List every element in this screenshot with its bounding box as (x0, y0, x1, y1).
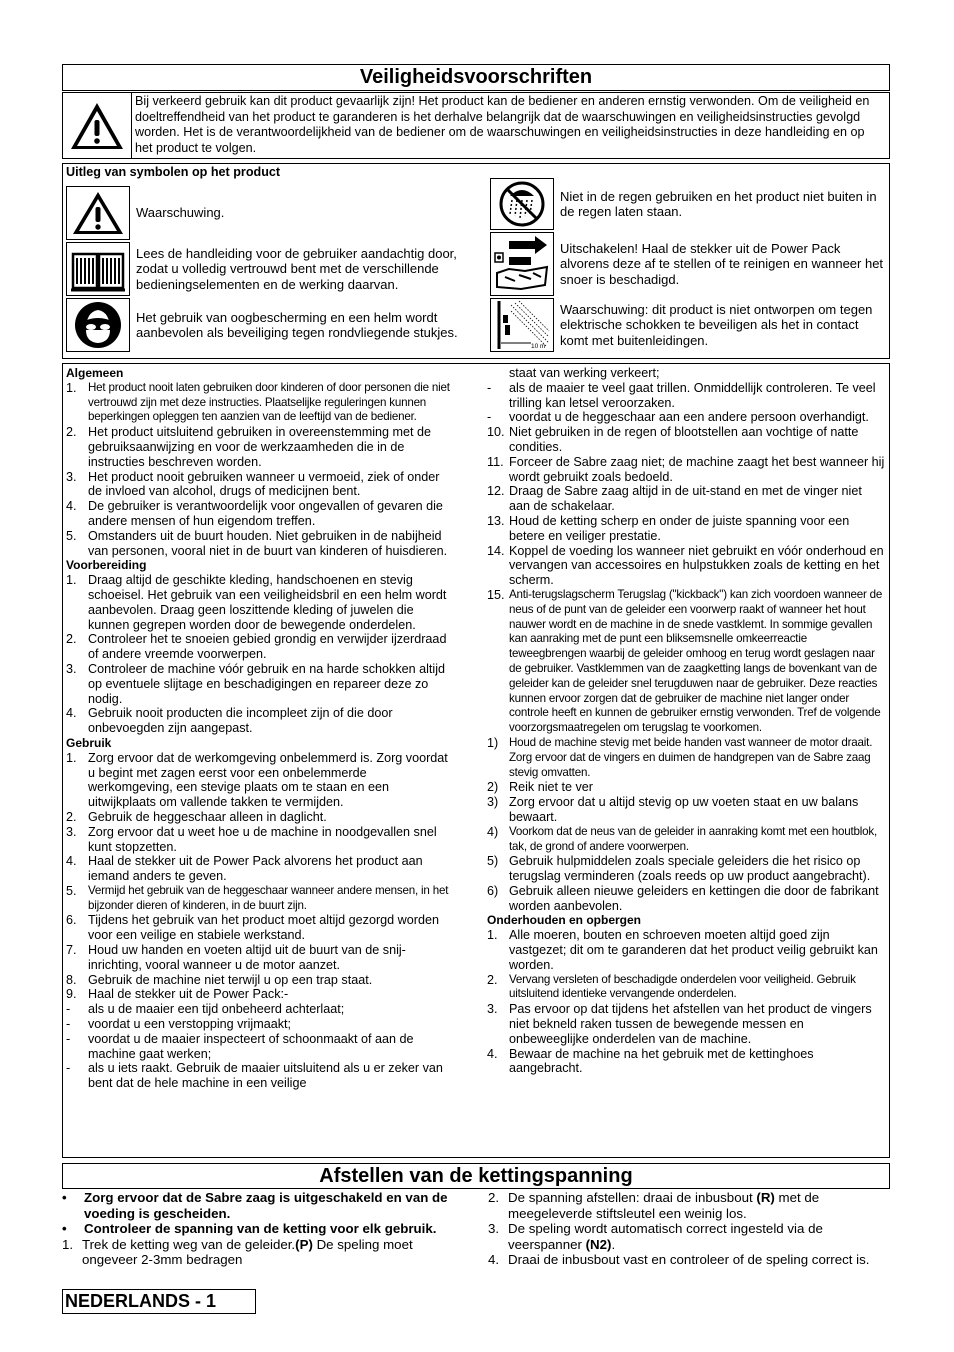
list-item-number: 1. (66, 380, 77, 395)
list-item-text: Pas ervoor op dat tijdens het afstellen van het product de vingers niet bekneld raken tussen de bewegende messen en onbeweeglijke onderdelen van de machine. (509, 1002, 872, 1046)
list-item-number: 13. (487, 513, 505, 528)
symbol-text-manual: Lees de handleiding voor de gebruiker aandachtig door, zodat u volledig vertrouwd bent met de verschillende bedieningselementen en de werking daarvan. (136, 245, 457, 292)
list-item-text: Niet gebruiken in de regen of blootstellen aan vochtige of natte condities. (509, 425, 859, 454)
list-item-number: - (487, 410, 492, 425)
symbol-row-no-rain (490, 178, 888, 230)
list-item-text: Draag altijd de geschikte kleding, handschoenen en stevig schoeisel. Het gebruik van een veiligheidsbril en een helm wordt aanbevolen. Draag geen loszittende kleding of juwelen die kunnen gegrepen worden door de bewegende onderdelen. (88, 573, 447, 632)
list-item-text: Controleer de spanning van de ketting voor elk gebruik. (84, 1221, 437, 1236)
symbols-heading: Uitleg van symbolen op het product (66, 165, 281, 179)
list-item (66, 706, 454, 736)
list-item (66, 1032, 454, 1062)
list-item (66, 381, 454, 425)
list-item-text: Anti-terugslagscherm Terugslag ("kickback") kan zich voordoen wanneer de neus of de punt van de geleider een voorwerp raakt of wanneer het hout nauwer wordt en de machine in de snede vastklemt. In sommige gevallen kan aanraking met de punt een bliksemsnelle omkeerreactie teweegbrengen waarbij de geleider omhoog en terug wordt geslagen naar de gebruiker. Vastklemmen van de zaagketting langs de bovenkant van de geleider kan de geleider snel terugduwen naar de gebruiker. Deze reacties kunnen ervoor zorgen dat de gebruiker de machine niet langer onder controle heeft en kunnen de gebruiker ernstig verwonden. Tref de volgende voorzorgsmaatregelen om terugslag te voorkomen. (509, 587, 883, 735)
list-item-number: 1. (62, 1236, 74, 1252)
list-item-text: Controleer het te snoeien gebied grondig en verwijder ijzerdraad of andere vreemde voorwerpen. (88, 632, 447, 662)
list-item-number: 4. (66, 499, 77, 514)
list-item (487, 1047, 885, 1077)
list-item (487, 780, 885, 795)
list-item-text: Gebruik de heggeschaar alleen in daglicht. (88, 809, 327, 824)
list-item (62, 1190, 452, 1221)
list-item-reference: (N2) (585, 1236, 612, 1252)
list-item-number: 11. (487, 454, 504, 469)
list-item-text-part: De speling wordt automatisch correct ingesteld via de veerspanner (508, 1221, 823, 1252)
list-item-number: • (62, 1221, 67, 1236)
list-item-text: Haal de stekker uit de Power Pack alvorens het product aan iemand anders te geven. (88, 854, 423, 884)
list-item (66, 884, 454, 914)
list-item-number: 1) (487, 735, 499, 750)
list-item (66, 913, 454, 943)
list-item (487, 736, 885, 780)
list-item (487, 425, 885, 455)
list-item-text: voordat u de maaier inspecteert of schoonmaakt of aan de machine gaat werken; (88, 1031, 414, 1061)
list-item-number: 6. (66, 913, 77, 928)
list-item-number: 3. (487, 1002, 498, 1017)
list-item-text: Controleer de machine vóór gebruik en na harde schokken altijd op eventuele slijtage en beschadigingen en repareer deze zo nodig. (88, 661, 446, 706)
list-item-number: - (66, 1031, 71, 1046)
page-footer-label: NEDERLANDS - 1 (62, 1289, 256, 1314)
list-item (66, 499, 454, 529)
symbol-row-warning (66, 186, 466, 240)
list-item-text: Zorg ervoor dat u altijd stevig op uw voeten staat en uw balans bewaart. (509, 795, 859, 824)
list-item (488, 1190, 888, 1221)
symbol-row-unplug (490, 232, 888, 296)
list-item-text-part: met de meegeleverde stiftsleutel een weinig los. (508, 1190, 820, 1221)
list-item-text: Gebruik nooit producten die incompleet zijn of die door onbevoegden zijn aangepast. (88, 706, 393, 736)
no-rain-icon (490, 178, 554, 230)
list-item (66, 1017, 454, 1032)
symbol-text-eye-protection: Het gebruik van oogbescherming en een helm wordt aanbevolen als beveiliging tegen rondvliegende stukjes. (136, 309, 458, 340)
list-item (487, 484, 885, 514)
list-item-number: 3. (488, 1221, 500, 1236)
list-item (487, 1002, 885, 1046)
list-item-text: Zorg ervoor dat de Sabre zaag is uitgeschakeld en van de voeding is gescheiden. (84, 1190, 448, 1221)
list-item-text: Omstanders uit de buurt houden. Niet gebruiken in de nabijheid van personen, vooral niet in de buurt van kinderen of huisdieren. (88, 528, 448, 558)
list-item-number: 15. (487, 587, 505, 602)
list-item-text: Houd de machine stevig met beide handen vast wanneer de motor draait. Zorg ervoor dat de vingers en duimen de handgrepen van de Sabre zaag stevig omvatten. (509, 735, 873, 779)
intro-text: Bij verkeerd gebruik kan dit product gevaarlijk zijn! Het product kan de bediener en anderen ernstig verwonden. Om de veiligheid en doeltreffendheid van het product te garanderen is het derhalve belangrijk dat de waarschuwingen en veiligheidsinstructies gevolgd worden. Het is de verantwoordelijkheid van de bediener om de waarschuwingen en veiligheidsinstructies in deze handleiding en op het product te volgen. (135, 94, 870, 155)
list-item (487, 854, 885, 884)
list-item (66, 662, 454, 706)
manual-book-icon (66, 242, 130, 296)
list-item (487, 514, 885, 544)
list-item-number: 4. (487, 1046, 498, 1061)
list-item (66, 751, 454, 810)
list-subheading: Onderhouden en opbergen (487, 913, 642, 928)
list-item-text: staat van werking verkeert; (509, 366, 660, 380)
list-subheading: Gebruik (66, 735, 112, 750)
list-item-text-part: Draai de inbusbout vast en controleer of de speling correct is. (508, 1252, 870, 1267)
list-item (66, 943, 454, 973)
list-item (66, 810, 454, 825)
list-subheading: Voorbereiding (66, 558, 147, 573)
power-line-distance-icon (490, 298, 554, 352)
list-item (487, 366, 885, 381)
list-item-number: 9. (66, 987, 77, 1002)
list-item-text-part: Trek de ketting weg van de geleider. (82, 1236, 296, 1252)
list-item (66, 973, 454, 988)
list-item-number: 2. (488, 1190, 500, 1205)
list-item-text: Gebruik hulpmiddelen zoals speciale geleiders die het risico op terugslag verminderen (zoals reeds op uw product aangebracht). (509, 854, 871, 884)
list-item-text: Draag de Sabre zaag altijd in de uit-stand en met de vinger niet aan de schakelaar. (509, 484, 862, 514)
list-item (487, 825, 885, 855)
list-item (62, 1237, 452, 1268)
list-subheading: Algemeen (66, 366, 124, 380)
list-item (66, 529, 454, 559)
symbols-box (62, 163, 890, 359)
list-item-number: 3. (66, 469, 77, 484)
intro-warning-box (62, 92, 890, 159)
list-item-text-part: De spanning afstellen: draai de inbusbout (508, 1190, 757, 1205)
list-item-number: 10. (487, 425, 505, 440)
list-item (487, 455, 885, 485)
list-item (66, 425, 454, 469)
rules-box (62, 363, 890, 1158)
intro-warning-icon-cell (63, 93, 132, 158)
list-item (488, 1252, 888, 1268)
list-item (487, 381, 885, 411)
list-item-reference: (R) (756, 1190, 775, 1205)
list-item (487, 544, 885, 588)
list-item-text-part: De speling moet ongeveer 2-3mm bedragen (82, 1236, 413, 1267)
list-item-number: 1. (487, 928, 498, 943)
list-item-text: Het product uitsluitend gebruiken in overeenstemming met de gebruiksaanwijzing en voor de werkzaamheden die in de instructies beschreven worden. (88, 425, 432, 469)
list-item-number: 3. (66, 824, 77, 839)
symbol-text-power-line: Waarschuwing: dit product is niet ontworpen om tegen elektrische schokken te beveiligen als het in contact komt met buitenleidingen. (560, 301, 873, 348)
list-item-number: 2. (66, 425, 77, 440)
list-item (487, 884, 885, 914)
list-item-number: 8. (66, 972, 77, 987)
list-item (66, 632, 454, 662)
list-item-number: - (66, 1061, 71, 1076)
section-title-chain-tension: Afstellen van de kettingspanning (62, 1163, 890, 1189)
symbol-row-power-line (490, 298, 888, 352)
list-item-number: 4) (487, 824, 499, 839)
power-line-distance-label: 10 m (531, 343, 546, 350)
list-item (66, 854, 454, 884)
list-item-number: - (66, 1002, 71, 1017)
list-item (66, 1061, 454, 1091)
list-item (487, 410, 885, 425)
list-item-number: 5. (66, 883, 77, 898)
list-item-text (508, 1190, 888, 1221)
list-item-number (487, 366, 509, 381)
chain-tension-left-column (62, 1190, 452, 1268)
list-item-number: 1. (66, 750, 77, 765)
chain-tension-right-column (488, 1190, 888, 1268)
symbol-text-no-rain: Niet in de regen gebruiken en het product niet buiten in de regen laten staan. (560, 188, 877, 219)
list-item-text: Tijdens het gebruik van het product moet altijd gezorgd worden voor een veilige en stabiele werkstand. (88, 913, 439, 943)
list-item-text: Zorg ervoor dat de werkomgeving onbelemmerd is. Zorg voordat u begint met zagen eerst voor een onbelemmerde werkomgeving, een stevige plaats om te staan en een uitwijkplaats om vallende takken te vermijden. (88, 750, 448, 810)
rules-left-column (66, 366, 454, 1091)
list-item-text: als u iets raakt. Gebruik de maaier uitsluitend als u er zeker van bent dat de hele machine in een veilige (88, 1061, 443, 1091)
list-item-number: 5. (66, 528, 77, 543)
list-item-number: 2) (487, 780, 499, 795)
list-item (487, 973, 885, 1003)
list-item-text: Koppel de voeding los wanneer niet gebruikt en vóór onderhoud en vervangen van accessoires en hulpstukken zoals de ketting en het scherm. (509, 543, 884, 588)
list-item-number: 5) (487, 854, 499, 869)
list-item-number: 2. (66, 809, 77, 824)
list-item-text-part: . (611, 1236, 616, 1252)
list-item-text: als de maaier te veel gaat trillen. Onmiddellijk controleren. Te veel trilling kan letsel veroorzaken. (509, 380, 876, 410)
list-item-text: als u de maaier een tijd onbeheerd achterlaat; (88, 1002, 345, 1017)
list-item (66, 470, 454, 500)
list-item-text: Reik niet te ver (509, 780, 593, 795)
list-item-number: 6) (487, 883, 499, 898)
list-item (487, 928, 885, 972)
list-item-reference: (P) (295, 1236, 313, 1252)
list-item-text: Vermijd het gebruik van de heggeschaar wanneer andere mensen, in het bijzonder dieren of kinderen, in de buurt zijn. (88, 883, 449, 912)
list-item-text: Forceer de Sabre zaag niet; de machine zaagt het best wanneer hij wordt gebruikt zoals bedoeld. (509, 454, 885, 484)
symbol-row-eye-protection (66, 298, 466, 352)
list-item-text: Houd uw handen en voeten altijd uit de buurt van de snij-inrichting, vooral wanneer u de motor aanzet. (88, 943, 406, 972)
list-item-number: 1. (66, 573, 77, 588)
list-item (66, 1002, 454, 1017)
list-item-text: Alle moeren, bouten en schroeven moeten altijd goed zijn vastgezet; dit om te garanderen dat het product veilig gebruikt kan worden. (509, 928, 878, 972)
list-item-text: Zorg ervoor dat u weet hoe u de machine in noodgevallen snel kunt stopzetten. (88, 824, 437, 854)
list-item-text: voordat u een verstopping vrijmaakt; (88, 1017, 292, 1032)
list-item-text: Het product nooit gebruiken wanneer u vermoeid, ziek of onder de invloed van alcohol, drugs of medicijnen bent. (88, 469, 440, 499)
list-item-text: Houd de ketting scherp en onder de juiste spanning voor een betere en veiliger prestatie. (509, 513, 850, 543)
list-item-text: voordat u de heggeschaar aan een andere persoon overhandigt. (509, 410, 869, 425)
list-item (487, 795, 885, 825)
list-item-number: - (487, 380, 492, 395)
list-item-number: 4. (66, 854, 77, 869)
list-item-text: Haal de stekker uit de Power Pack:- (88, 987, 289, 1002)
list-item (66, 825, 454, 855)
list-item-number: 14. (487, 543, 505, 558)
list-item-number: 3) (487, 795, 499, 810)
list-item-number: • (62, 1190, 67, 1205)
list-item-text (508, 1221, 888, 1252)
list-item-text: De gebruiker is verantwoordelijk voor ongevallen of gevaren die andere mensen of hun eigendom treffen. (88, 499, 443, 528)
list-item (62, 1221, 452, 1237)
warning-triangle-icon (66, 186, 130, 240)
list-item-text: Gebruik de machine niet terwijl u op een trap staat. (88, 972, 373, 987)
list-item-text: Bewaar de machine na het gebruik met de kettinghoes aangebracht. (509, 1046, 814, 1076)
symbol-row-manual (66, 242, 466, 296)
warning-triangle-icon (68, 100, 126, 152)
list-item (488, 1221, 888, 1252)
list-item-number: 2. (66, 632, 77, 647)
list-item-number: 12. (487, 484, 505, 499)
unplug-icon (490, 232, 554, 296)
eye-protection-icon (66, 298, 130, 352)
list-item-number: 4. (66, 706, 77, 721)
list-item (66, 573, 454, 632)
list-item-number: 7. (66, 943, 77, 958)
list-item (487, 588, 885, 736)
list-item-number: 2. (487, 972, 498, 987)
list-item-text (82, 1237, 452, 1268)
list-item-number: 4. (488, 1252, 500, 1267)
list-item-text: Vervang versleten of beschadigde onderdelen voor veiligheid. Gebruik uitsluitend identieke vervangende onderdelen. (509, 972, 856, 1001)
list-item-number: 3. (66, 661, 77, 676)
list-item-text: Voorkom dat de neus van de geleider in aanraking komt met een houtblok, tak, de grond of andere voorwerpen. (509, 824, 877, 853)
list-item (66, 987, 454, 1002)
symbol-text-unplug: Uitschakelen! Haal de stekker uit de Power Pack alvorens deze af te stellen of te reinigen en wanneer het snoer is beschadigd. (560, 240, 884, 287)
list-item-text: Het product nooit laten gebruiken door kinderen of door personen die niet vertrouwd zijn met deze instructies. Plaatselijke reguleringen kunnen beperkingen opleggen ten aanzien van de leeftijd van de bediener. (88, 380, 450, 424)
rules-right-column (487, 366, 885, 1076)
list-item-text: Gebruik alleen nieuwe geleiders en kettingen die door de fabrikant worden aanbevolen. (509, 883, 879, 913)
list-item-text (508, 1252, 888, 1268)
section-title-safety: Veiligheidsvoorschriften (62, 64, 890, 91)
list-item-number: - (66, 1017, 71, 1032)
symbol-text-warning: Waarschuwing. (136, 205, 225, 221)
